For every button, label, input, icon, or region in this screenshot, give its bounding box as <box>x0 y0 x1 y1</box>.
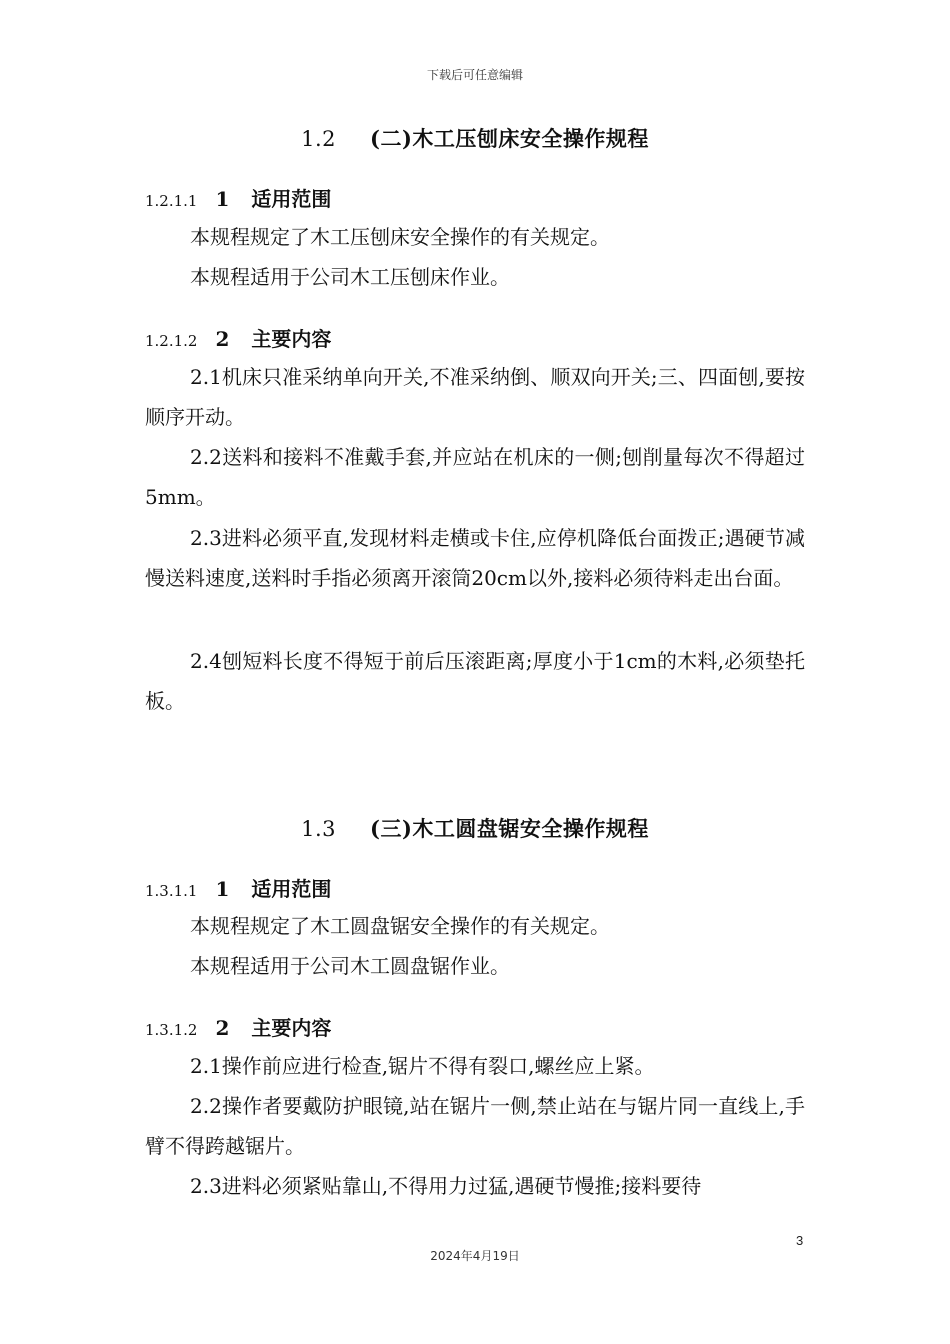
paragraph: 2.2送料和接料不准戴手套,并应站在机床的一侧;刨削量每次不得超过5mm。 <box>145 445 805 509</box>
subheading-number: 1.2.1.1 <box>145 192 198 210</box>
subheading-title: 主要内容 <box>251 327 332 351</box>
subheading-content-1-2 <box>145 323 331 352</box>
paragraph: 2.1机床只准采纳单向开关,不准采纳倒、顺双向开关;三、四面刨,要按顺序开动。 <box>145 365 805 429</box>
paragraph: 2.3进料必须紧贴靠山,不得用力过猛,遇硬节慢推;接料要待 <box>190 1174 702 1198</box>
paragraph: 本规程适用于公司木工圆盘锯作业。 <box>190 954 510 978</box>
header-note: 下载后可任意编辑 <box>426 68 523 82</box>
section-number: 1.2 <box>301 127 337 151</box>
section-heading-1-2 <box>0 123 950 153</box>
subheading-number: 1.3.1.2 <box>145 1021 198 1039</box>
paragraph: 2.1操作前应进行检查,锯片不得有裂口,螺丝应上紧。 <box>190 1054 655 1078</box>
subheading-scope-1-2 <box>145 183 331 212</box>
subheading-title: 适用范围 <box>251 187 332 211</box>
paragraph: 本规程适用于公司木工压刨床作业。 <box>190 265 510 289</box>
paragraph: 2.3进料必须平直,发现材料走横或卡住,应停机降低台面拨正;遇硬节减慢送料速度,送料时手指必须离开滚筒20cm以外,接料必须待料走出台面。 <box>145 526 805 590</box>
subheading-title: 主要内容 <box>251 1016 332 1040</box>
subheading-number: 1.3.1.1 <box>145 882 198 900</box>
paragraph: 本规程规定了木工压刨床安全操作的有关规定。 <box>190 225 610 249</box>
paragraph: 2.4刨短料长度不得短于前后压滚距离;厚度小于1cm的木料,必须垫托板。 <box>145 649 805 713</box>
section-number: 1.3 <box>301 817 337 841</box>
section-title: (三)木工圆盘锯安全操作规程 <box>370 816 649 841</box>
subheading-section: 2 <box>215 327 230 351</box>
subheading-title: 适用范围 <box>251 877 332 901</box>
footer-date: 2024年4月19日 <box>430 1249 520 1263</box>
subheading-section: 1 <box>215 187 230 211</box>
subheading-scope-1-3 <box>145 873 331 902</box>
subheading-section: 2 <box>215 1016 230 1040</box>
subheading-section: 1 <box>215 877 230 901</box>
page-number: 3 <box>796 1233 804 1248</box>
subheading-content-1-3 <box>145 1012 331 1041</box>
paragraph: 本规程规定了木工圆盘锯安全操作的有关规定。 <box>190 914 610 938</box>
paragraph: 2.2操作者要戴防护眼镜,站在锯片一侧,禁止站在与锯片同一直线上,手臂不得跨越锯片。 <box>145 1094 805 1158</box>
section-heading-1-3 <box>0 813 950 843</box>
section-title: (二)木工压刨床安全操作规程 <box>370 126 649 151</box>
subheading-number: 1.2.1.2 <box>145 332 198 350</box>
